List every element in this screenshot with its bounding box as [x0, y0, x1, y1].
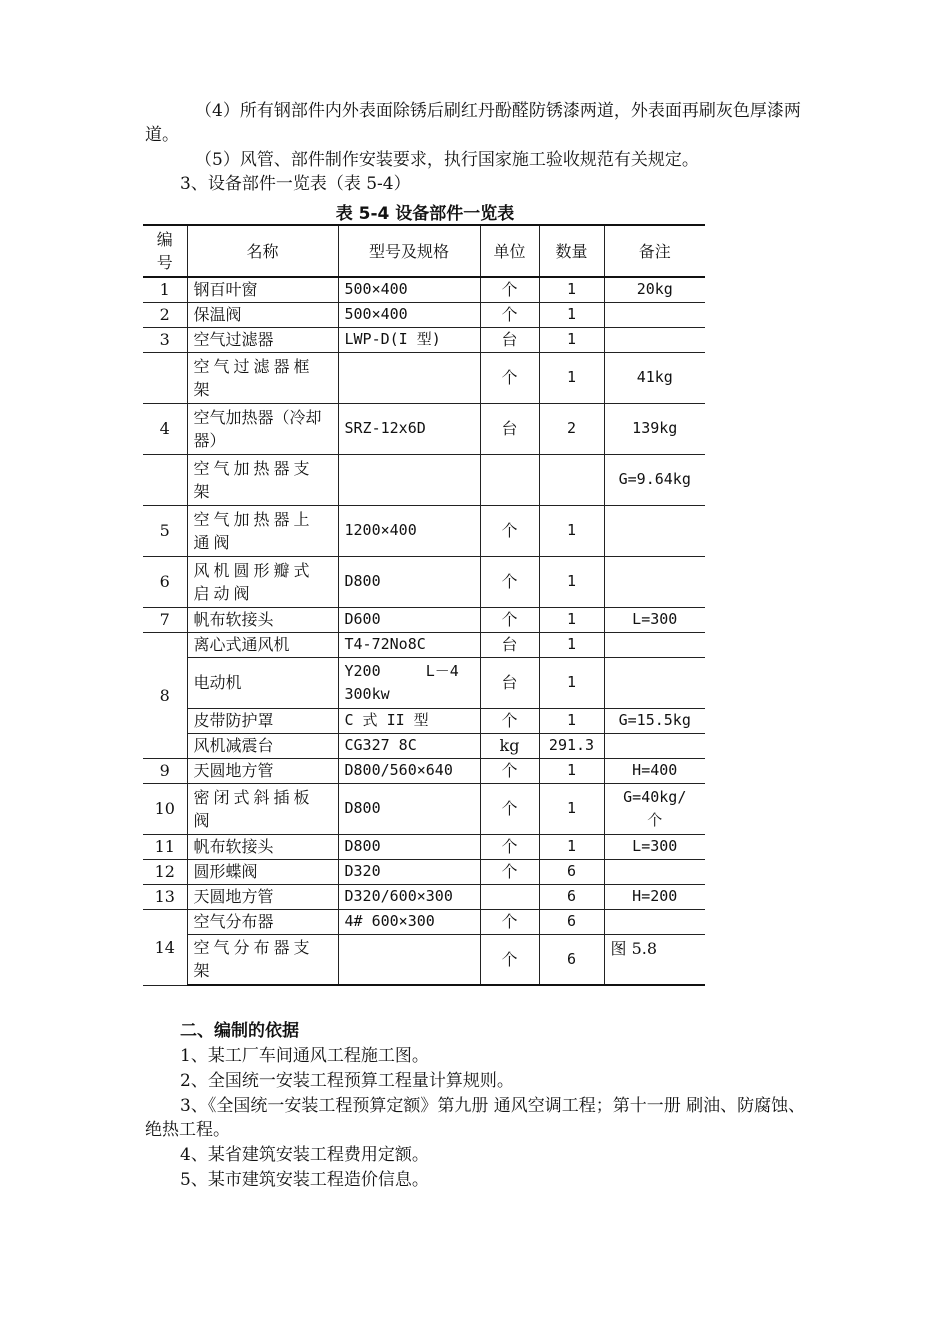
cell-number: 3 — [143, 327, 187, 352]
cell-model — [338, 934, 480, 985]
cell-remarks: G=9.64kg — [604, 454, 705, 505]
cell-remarks: 41kg — [604, 352, 705, 403]
cell-quantity: 1 — [539, 277, 604, 302]
cell-unit: 个 — [480, 352, 539, 403]
cell-model: D320 — [338, 859, 480, 884]
table-row — [143, 277, 705, 302]
table-row — [143, 733, 705, 758]
basis-item-3: 3、《全国统一安装工程预算定额》第九册 通风空调工程；第十一册 刷油、防腐蚀、绝热工程。 — [145, 1096, 806, 1140]
cell-remarks: G=40kg/个 — [604, 783, 705, 834]
cell-number: 6 — [143, 556, 187, 607]
cell-name: 天圆地方管 — [187, 884, 338, 909]
cell-remarks: 139kg — [604, 403, 705, 454]
cell-model: Y200 L－4 300kw — [338, 657, 480, 708]
cell-remarks: L=300 — [604, 834, 705, 859]
cell-name: 离心式通风机 — [187, 632, 338, 657]
header-name: 名称 — [187, 225, 338, 277]
cell-name: 空气过滤器 — [187, 327, 338, 352]
equipment-table — [143, 224, 705, 986]
cell-number: 13 — [143, 884, 187, 909]
cell-model — [338, 352, 480, 403]
cell-number: 1 — [143, 277, 187, 302]
cell-model — [338, 454, 480, 505]
cell-remarks — [604, 733, 705, 758]
cell-unit: 个 — [480, 708, 539, 733]
basis-item-1: 1、某工厂车间通风工程施工图。 — [180, 1046, 429, 1066]
table-row — [143, 352, 705, 403]
cell-model: 500×400 — [338, 302, 480, 327]
cell-quantity: 1 — [539, 708, 604, 733]
cell-quantity: 1 — [539, 758, 604, 783]
cell-remarks: G=15.5kg — [604, 708, 705, 733]
cell-unit: 个 — [480, 277, 539, 302]
cell-number: 4 — [143, 403, 187, 454]
cell-model: 4# 600×300 — [338, 909, 480, 934]
table-row — [143, 657, 705, 708]
table-row — [143, 859, 705, 884]
cell-quantity: 1 — [539, 556, 604, 607]
cell-quantity — [539, 454, 604, 505]
table-row — [143, 505, 705, 556]
cell-model: D320/600×300 — [338, 884, 480, 909]
cell-unit: 台 — [480, 632, 539, 657]
cell-number — [143, 454, 187, 505]
cell-quantity: 6 — [539, 884, 604, 909]
table-row — [143, 834, 705, 859]
cell-model: D800/560×640 — [338, 758, 480, 783]
cell-unit: 个 — [480, 607, 539, 632]
intro-paragraph-4: （4）所有钢部件内外表面除锈后刷红丹酚醛防锈漆两道，外表面再刷灰色厚漆两道。 — [145, 101, 801, 145]
cell-remarks — [604, 632, 705, 657]
cell-unit: 个 — [480, 783, 539, 834]
cell-quantity: 1 — [539, 657, 604, 708]
cell-quantity: 1 — [539, 632, 604, 657]
table-row — [143, 556, 705, 607]
cell-name: 圆形蝶阀 — [187, 859, 338, 884]
cell-remarks: H=200 — [604, 884, 705, 909]
basis-item-5: 5、某市建筑安装工程造价信息。 — [180, 1170, 429, 1190]
cell-quantity: 1 — [539, 327, 604, 352]
table-row — [143, 302, 705, 327]
cell-quantity: 1 — [539, 505, 604, 556]
cell-name: 天圆地方管 — [187, 758, 338, 783]
cell-name: 保温阀 — [187, 302, 338, 327]
cell-number: 2 — [143, 302, 187, 327]
intro-paragraph-5: （5）风管、部件制作安装要求，执行国家施工验收规范有关规定。 — [195, 150, 699, 170]
table-row — [143, 884, 705, 909]
cell-remarks: H=400 — [604, 758, 705, 783]
cell-remarks: 20kg — [604, 277, 705, 302]
cell-unit: 个 — [480, 909, 539, 934]
cell-remarks: L=300 — [604, 607, 705, 632]
cell-remarks — [604, 657, 705, 708]
table-row — [143, 758, 705, 783]
cell-unit: 个 — [480, 556, 539, 607]
basis-item-4: 4、某省建筑安装工程费用定额。 — [180, 1145, 429, 1165]
header-quantity: 数量 — [539, 225, 604, 277]
header-number: 编号 — [143, 225, 187, 277]
cell-unit: 个 — [480, 859, 539, 884]
cell-unit: kg — [480, 733, 539, 758]
table-row — [143, 454, 705, 505]
cell-model: LWP-D(I 型) — [338, 327, 480, 352]
cell-name: 空气分布器 — [187, 909, 338, 934]
cell-name: 空气加热器上通阀 — [187, 505, 338, 556]
cell-remarks — [604, 327, 705, 352]
cell-remarks — [604, 302, 705, 327]
cell-number: 5 — [143, 505, 187, 556]
cell-quantity: 1 — [539, 783, 604, 834]
table-row — [143, 327, 705, 352]
cell-unit: 个 — [480, 834, 539, 859]
cell-name: 钢百叶窗 — [187, 277, 338, 302]
table-row — [143, 934, 705, 985]
cell-quantity: 1 — [539, 302, 604, 327]
cell-quantity: 291.3 — [539, 733, 604, 758]
cell-quantity: 6 — [539, 909, 604, 934]
cell-quantity: 6 — [539, 859, 604, 884]
cell-number: 8 — [143, 632, 187, 758]
cell-name: 帆布软接头 — [187, 607, 338, 632]
cell-unit: 台 — [480, 327, 539, 352]
cell-remarks — [604, 556, 705, 607]
cell-remarks — [604, 859, 705, 884]
cell-name: 电动机 — [187, 657, 338, 708]
cell-unit — [480, 454, 539, 505]
cell-model: CG327 8C — [338, 733, 480, 758]
cell-quantity: 1 — [539, 352, 604, 403]
cell-model: 500×400 — [338, 277, 480, 302]
cell-number: 10 — [143, 783, 187, 834]
cell-quantity: 2 — [539, 403, 604, 454]
cell-number — [143, 352, 187, 403]
header-unit: 单位 — [480, 225, 539, 277]
cell-unit: 台 — [480, 403, 539, 454]
cell-name: 皮带防护罩 — [187, 708, 338, 733]
cell-quantity: 1 — [539, 834, 604, 859]
cell-model: D800 — [338, 834, 480, 859]
cell-unit: 个 — [480, 758, 539, 783]
cell-name: 帆布软接头 — [187, 834, 338, 859]
cell-unit: 个 — [480, 934, 539, 985]
cell-number: 12 — [143, 859, 187, 884]
cell-name: 空气过滤器框架 — [187, 352, 338, 403]
table-row — [143, 708, 705, 733]
section-heading: 二、编制的依据 — [180, 1021, 299, 1041]
cell-quantity: 6 — [539, 934, 604, 985]
cell-number: 11 — [143, 834, 187, 859]
cell-name: 空气加热器支架 — [187, 454, 338, 505]
intro-paragraph-3: 3、设备部件一览表（表 5-4） — [180, 174, 411, 194]
table-header-row — [143, 225, 705, 277]
cell-name: 空气分布器支架 — [187, 934, 338, 985]
header-remarks: 备注 — [604, 225, 705, 277]
cell-remarks — [604, 909, 705, 934]
cell-unit: 个 — [480, 302, 539, 327]
cell-name: 风机减震台 — [187, 733, 338, 758]
cell-remarks: 图 5.8 — [604, 934, 705, 985]
cell-name: 密闭式斜插板阀 — [187, 783, 338, 834]
table-row — [143, 607, 705, 632]
cell-model: D800 — [338, 783, 480, 834]
table-row — [143, 783, 705, 834]
cell-number: 14 — [143, 909, 187, 985]
cell-model: T4-72No8C — [338, 632, 480, 657]
table-caption: 表 5-4 设备部件一览表 — [335, 204, 515, 224]
cell-quantity: 1 — [539, 607, 604, 632]
cell-number: 7 — [143, 607, 187, 632]
cell-model: D600 — [338, 607, 480, 632]
table-row — [143, 403, 705, 454]
cell-unit: 台 — [480, 657, 539, 708]
cell-name: 风机圆形瓣式启动阀 — [187, 556, 338, 607]
cell-model: SRZ-12x6D — [338, 403, 480, 454]
cell-model: 1200×400 — [338, 505, 480, 556]
cell-model: C 式 II 型 — [338, 708, 480, 733]
cell-unit — [480, 884, 539, 909]
cell-name: 空气加热器（冷却器） — [187, 403, 338, 454]
cell-number: 9 — [143, 758, 187, 783]
header-model: 型号及规格 — [338, 225, 480, 277]
cell-unit: 个 — [480, 505, 539, 556]
table-row — [143, 909, 705, 934]
cell-remarks — [604, 505, 705, 556]
cell-model: D800 — [338, 556, 480, 607]
table-row — [143, 632, 705, 657]
basis-item-2: 2、全国统一安装工程预算工程量计算规则。 — [180, 1071, 514, 1091]
